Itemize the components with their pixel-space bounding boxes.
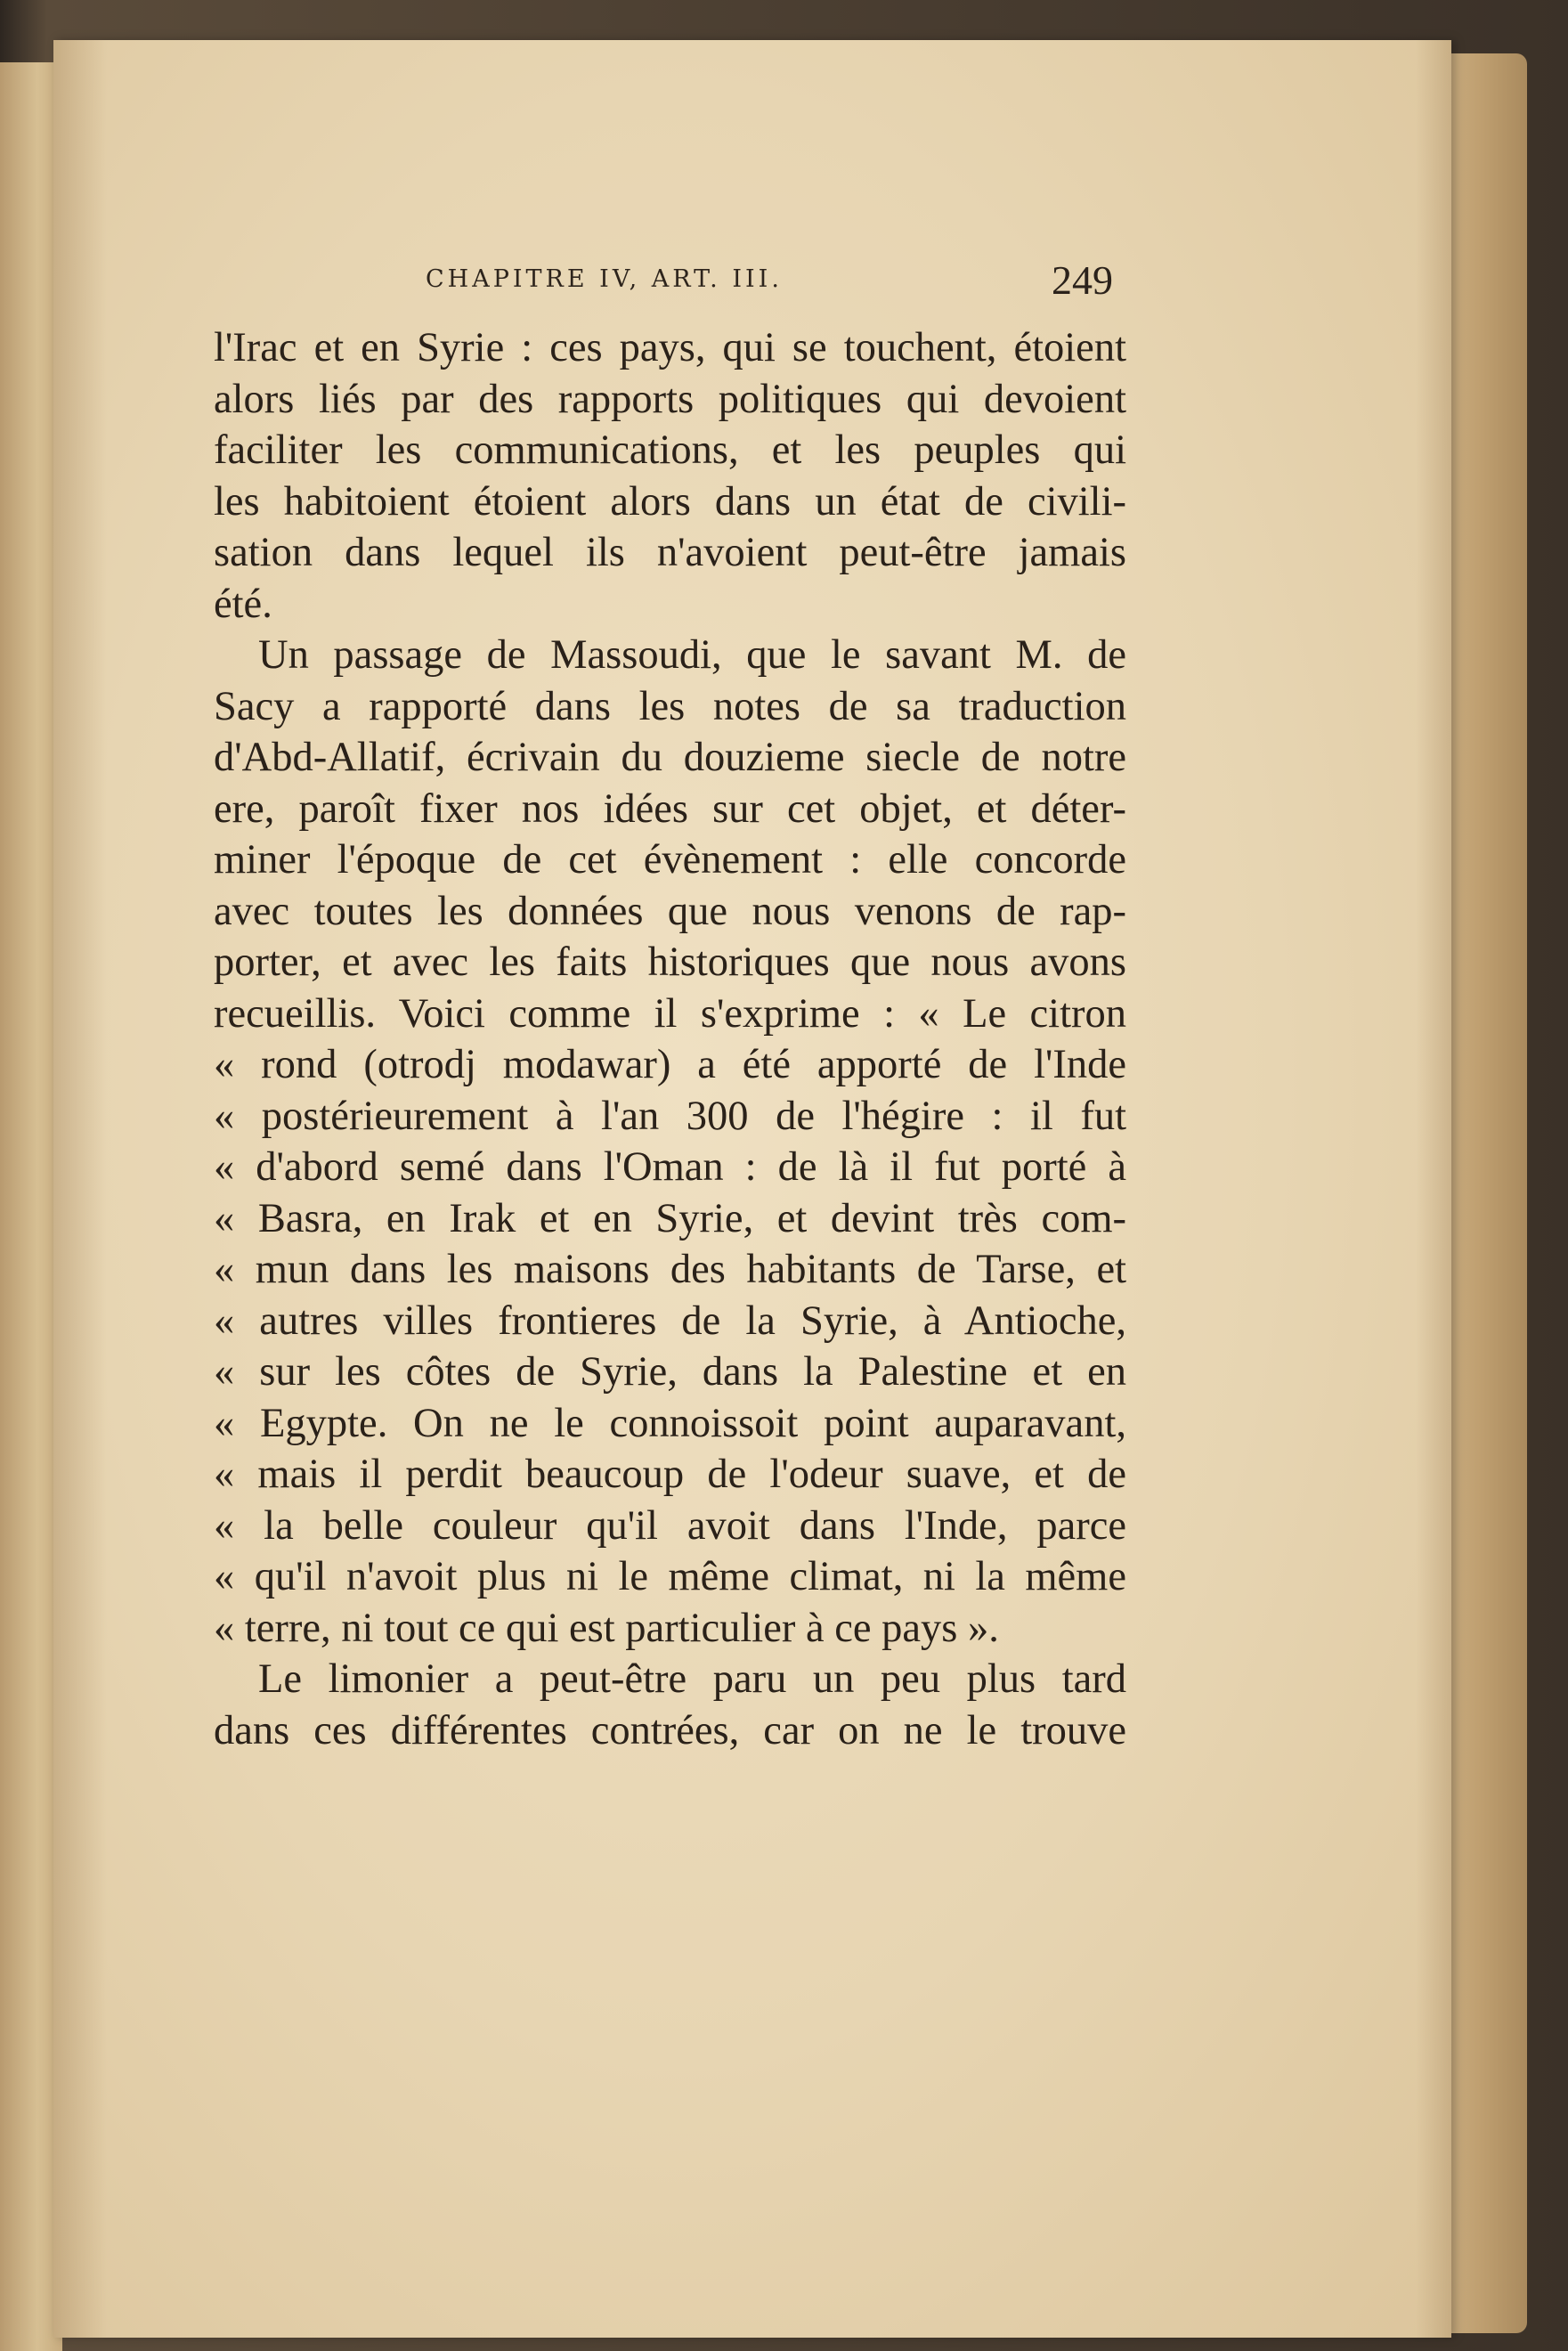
body-text	[214, 322, 1126, 1756]
page-number: 249	[1052, 257, 1113, 303]
text-line: sation dans lequel ils n'avoient peut-être jamais	[214, 530, 1126, 575]
text-line: l'Irac et en Syrie : ces pays, qui se touchent, étoient	[214, 325, 1126, 370]
text-line: Un passage de Massoudi, que le savant M. de	[258, 632, 1126, 678]
text-line: « d'abord semé dans l'Oman : de là il fut porté à	[214, 1144, 1126, 1190]
text-line: « postérieurement à l'an 300 de l'hégire : il fut	[214, 1093, 1126, 1139]
text-line: « rond (otrodj modawar) a été apporté de l'Inde	[214, 1042, 1126, 1087]
text-line: recueillis. Voici comme il s'exprime : « Le citron	[214, 990, 1126, 1037]
text-line: Sacy a rapporté dans les notes de sa traduction	[214, 683, 1126, 729]
text-line: miner l'époque de cet évènement : elle concorde	[214, 837, 1126, 883]
text-line: « autres villes frontieres de la Syrie, à Antioche,	[214, 1298, 1126, 1344]
text-line: d'Abd-Allatif, écrivain du douzieme siecle de notre	[214, 735, 1126, 780]
text-line: ere, paroît fixer nos idées sur cet objet, et déter-	[214, 785, 1126, 832]
text-line: porter, et avec les faits historiques que nous avons	[214, 940, 1126, 985]
text-line: « Basra, en Irak et en Syrie, et devint très com-	[214, 1195, 1126, 1241]
text-line: « mun dans les maisons des habitants de Tarse, et	[214, 1247, 1126, 1292]
text-line: avec toutes les données que nous venons de rap-	[214, 888, 1126, 934]
text-line: « mais il perdit beaucoup de l'odeur suave, et de	[214, 1452, 1126, 1497]
text-line: Le limonier a peut-être paru un peu plus tard	[258, 1656, 1126, 1702]
text-line: « qu'il n'avoit plus ni le même climat, ni la même	[214, 1554, 1126, 1599]
text-line: « sur les côtes de Syrie, dans la Palestine et en	[214, 1349, 1126, 1395]
text-line: dans ces différentes contrées, car on ne le trouve	[214, 1707, 1126, 1753]
text-line: été.	[214, 581, 272, 627]
text-line: alors liés par des rapports politiques qui devoient	[214, 376, 1126, 422]
text-line: faciliter les communications, et les peuples qui	[214, 427, 1126, 473]
text-line: « Egypte. On ne le connoissoit point auparavant,	[214, 1400, 1126, 1446]
text-line: « terre, ni tout ce qui est particulier à ce pays ».	[214, 1605, 999, 1651]
chapter-heading: CHAPITRE IV, ART. III.	[426, 265, 783, 293]
text-line: les habitoient étoient alors dans un état de civili-	[214, 478, 1126, 525]
text-line: « la belle couleur qu'il avoit dans l'Inde, parce	[214, 1502, 1126, 1549]
